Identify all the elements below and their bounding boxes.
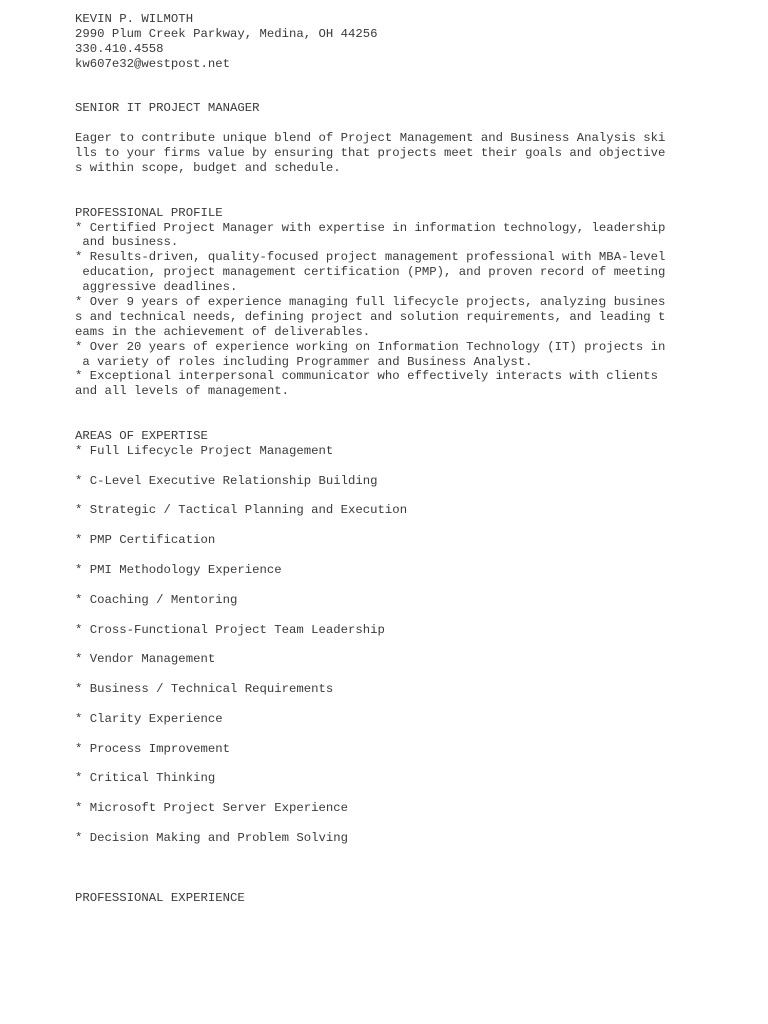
profile-line: * Exceptional interpersonal communicator who effectively interacts with clients (75, 369, 658, 384)
expertise-item: * Critical Thinking (75, 771, 216, 786)
expertise-item: * Microsoft Project Server Experience (75, 801, 349, 816)
profile-line: * Results-driven, quality-focused project management professional with MBA-level (75, 250, 666, 265)
profile-line: * Over 20 years of experience working on Information Technology (IT) projects in (75, 339, 666, 354)
expertise-item: * PMI Methodology Experience (75, 563, 282, 577)
contact-block (75, 12, 715, 72)
profile-line: education, project management certification (PMP), and proven record of meeting (75, 265, 666, 280)
objective-line: Eager to contribute unique blend of Project Management and Business Analysis ski (75, 131, 666, 146)
profile-line: s and technical needs, defining project and solution requirements, and leading t (75, 309, 666, 324)
profile-line: and all levels of management. (75, 384, 290, 399)
objective-line: lls to your firms value by ensuring that projects meet their goals and objective (75, 146, 666, 161)
expertise-item: * Vendor Management (75, 652, 216, 667)
objective-line: s within scope, budget and schedule. (75, 160, 341, 175)
contact-phone: 330.410.4558 (75, 41, 164, 56)
expertise-item: * PMP Certification (75, 533, 216, 548)
profile-line: eams in the achievement of deliverables. (75, 324, 371, 339)
expertise-item: * Strategic / Tactical Planning and Execution (75, 503, 408, 518)
expertise-item: * Full Lifecycle Project Management (75, 443, 334, 458)
section-heading-expertise: AREAS OF EXPERTISE (75, 428, 208, 443)
profile-line: * Certified Project Manager with expertise in information technology, leadership (75, 220, 666, 235)
contact-address: 2990 Plum Creek Parkway, Medina, OH 44256 (75, 26, 378, 41)
expertise-item: * Coaching / Mentoring (75, 592, 238, 607)
profile-line: * Over 9 years of experience managing full lifecycle projects, analyzing busines (75, 294, 666, 309)
expertise-item: * Process Improvement (75, 741, 230, 756)
profile-section (75, 206, 715, 400)
profile-line: aggressive deadlines. (75, 280, 238, 295)
section-heading-experience: PROFESSIONAL EXPERIENCE (75, 890, 245, 905)
expertise-item: * Clarity Experience (75, 711, 223, 726)
profile-line: and business. (75, 235, 179, 250)
expertise-item: * Cross-Functional Project Team Leadership (75, 622, 385, 637)
resume-title: SENIOR IT PROJECT MANAGER (75, 101, 260, 116)
expertise-item: * Business / Technical Requirements (75, 682, 334, 697)
expertise-section (75, 429, 715, 846)
contact-email: kw607e32@westpost.net (75, 56, 230, 71)
resume-document (75, 12, 715, 906)
expertise-item: * C-Level Executive Relationship Building (75, 473, 378, 488)
section-heading-profile: PROFESSIONAL PROFILE (75, 205, 223, 220)
expertise-item: * Decision Making and Problem Solving (75, 831, 349, 846)
contact-name: KEVIN P. WILMOTH (75, 12, 194, 26)
profile-line: a variety of roles including Programmer and Business Analyst. (75, 354, 533, 369)
objective-block (75, 131, 715, 176)
